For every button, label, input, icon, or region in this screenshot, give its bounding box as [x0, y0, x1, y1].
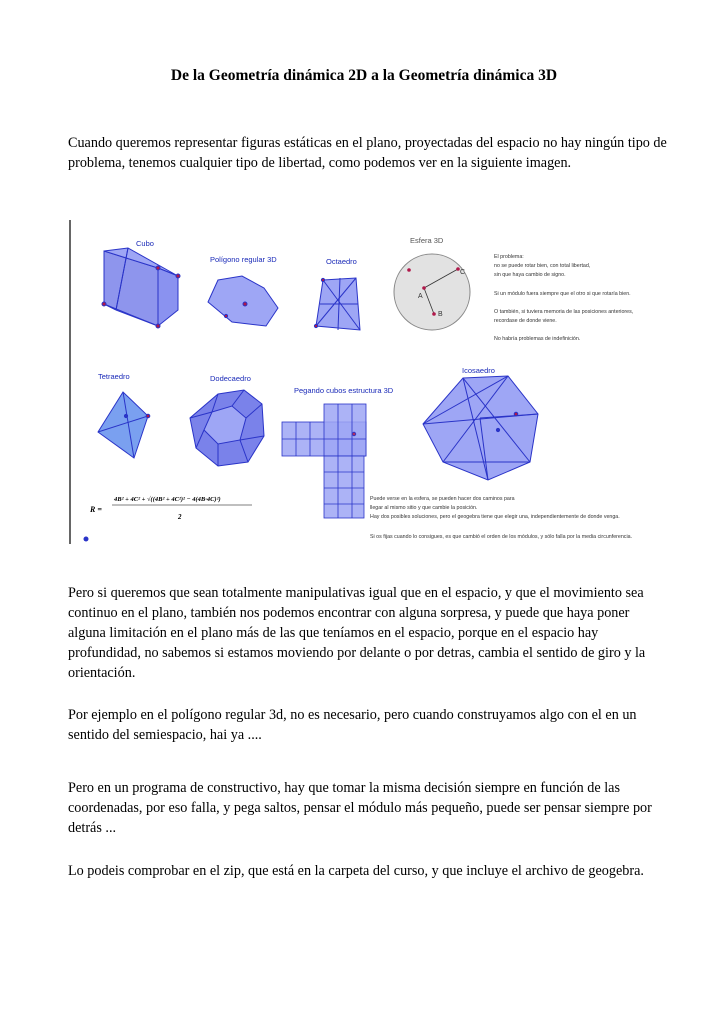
geogebra-figure — [68, 218, 668, 548]
sphere-note-2: no se puede rotar bien, con total libertad, — [494, 263, 591, 269]
label-cubo: Cubo — [136, 239, 154, 248]
page-title: De la Geometría dinámica 2D a la Geometría dinámica 3D — [170, 67, 558, 84]
sphere-note-6: recordase de donde viene. — [494, 318, 557, 324]
point-a: A — [418, 293, 423, 300]
sphere-note-7: No habría problemas de indefinición. — [494, 336, 581, 342]
sphere-note-1: El problema: — [494, 254, 524, 260]
icosahedron-shape — [423, 376, 538, 480]
octahedron-shape — [314, 278, 360, 330]
sphere-shape — [394, 254, 470, 330]
formula-lhs: R = — [90, 505, 102, 514]
label-octaedro: Octaedro — [326, 257, 357, 266]
paragraph-program: Pero en un programa de constructivo, hay que tomar la misma decisión siempre en función de las coordenadas, por eso falla, y pega saltos, pensar el módulo más pequeño, puede ser pensar siempre por detrás ... — [68, 780, 652, 836]
cube-note-1: Puede verse en la esfera, se pueden hacer dos caminos para — [370, 496, 515, 502]
figure-margin-dot — [84, 537, 89, 542]
paragraph-manipulative: Pero si queremos que sean totalmente manipulativas igual que en el espacio, y que el movimiento sea continuo en el plano, también nos podemos encontrar con alguna sorpresa, y puede que haya poner alguna limitación en el plano más de las que teníamos en el espacio, porque en el espacio hay profundidad, no sabemos si estamos moviendo por delante o por detras, cambia el sentido de giro y la orientación. — [68, 585, 646, 681]
paragraph-zip: Lo podeis comprobar en el zip, que está en la carpeta del curso, y que incluye el archivo de geogebra. — [68, 863, 644, 879]
dodecahedron-shape — [190, 390, 264, 466]
formula — [89, 495, 252, 521]
point-c: C — [460, 269, 466, 276]
label-tetraedro: Tetraedro — [98, 372, 130, 381]
polygon-shape — [208, 276, 278, 326]
cube-note-2: llegar al mismo sitio y que cambie la posición. — [370, 505, 478, 511]
label-icosaedro: Icosaedro — [462, 366, 495, 375]
formula-denominator: 2 — [178, 513, 182, 521]
label-esfera: Esfera 3D — [410, 236, 444, 245]
label-pegando: Pegando cubos estructura 3D — [294, 386, 394, 395]
label-dodecaedro: Dodecaedro — [210, 374, 251, 383]
cube-note-4: Si os fijas cuando lo consigues, es que cambió el orden de los módulos, y sólo falla por la media circunferencia. — [370, 534, 633, 540]
cube-shape — [102, 248, 180, 328]
point-b: B — [438, 311, 443, 318]
cube-note-3: Hay dos posibles soluciones, pero el geogebra tiene que elegir una, independientemente de donde venga. — [370, 514, 620, 520]
sphere-note-4: Si un módulo fuera siempre que el otro si que rotaría bien. — [494, 291, 631, 297]
sphere-note-3: sin que haya cambio de signo. — [494, 272, 566, 278]
label-poligono: Polígono regular 3D — [210, 255, 277, 264]
formula-numerator: 4B² + 4C² + √((4B² + 4C²)² − 4(4B·4C)²) — [114, 496, 221, 503]
paragraph-intro: Cuando queremos representar figuras estáticas en el plano, proyectadas del espacio no hay ningún tipo de problema, tenemos cualquier tipo de libertad, como podemos ver en la siguiente imagen. — [68, 135, 667, 171]
paragraph-example: Por ejemplo en el polígono regular 3d, no es necesario, pero cuando construyamos algo con el en un sentido del semiespacio, hai ya .... — [68, 707, 637, 743]
tetrahedron-shape — [98, 392, 150, 458]
sphere-note-5: O también, si tuviera memoria de las posiciones anteriores, — [494, 309, 634, 315]
cube-cross-shape — [282, 404, 366, 518]
